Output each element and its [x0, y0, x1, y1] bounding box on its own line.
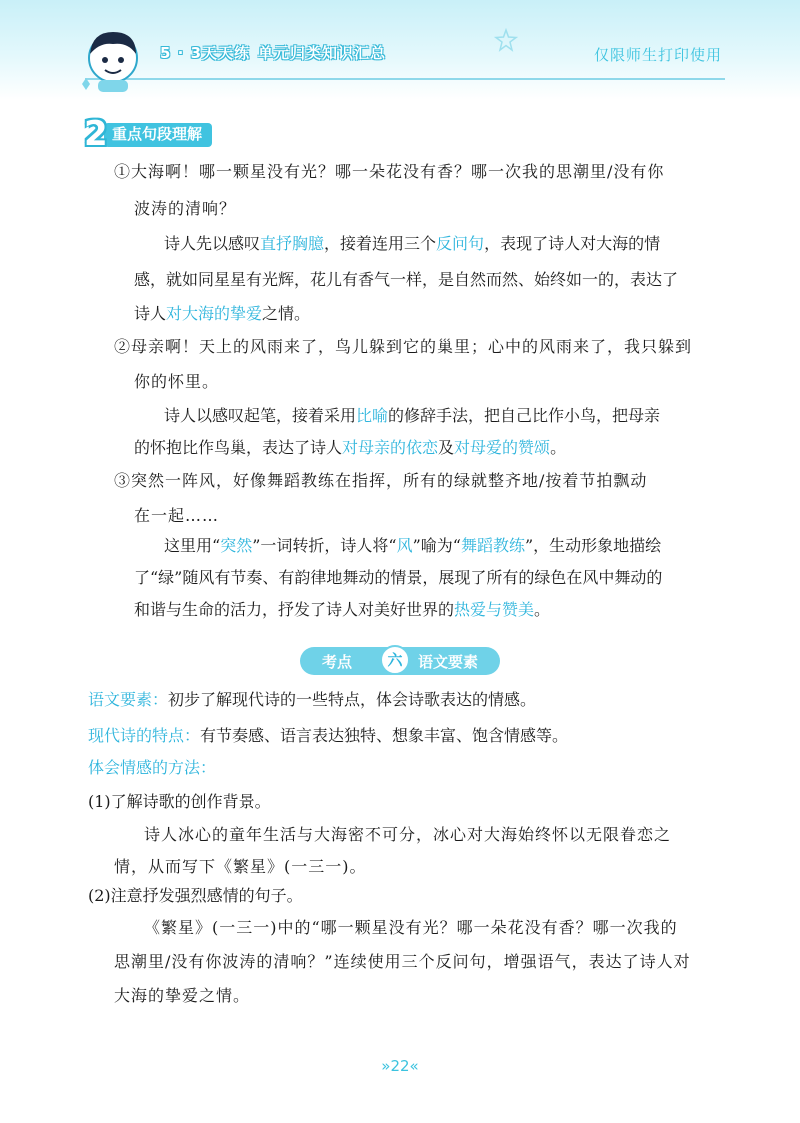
section-title: 重点句段理解 [104, 123, 212, 147]
method2-title: (2)注意抒发强烈感情的句子。 [88, 886, 303, 905]
analysis-line: 的怀抱比作鸟巢，表达了诗人对母亲的依恋及对母爱的赞颂。 [134, 438, 567, 457]
highlight-term: 比喻 [356, 406, 389, 425]
analysis-line: 感，就如同星星有光辉，花儿有香气一样，是自然而然、始终如一的，表达了 [134, 270, 679, 289]
page-number: »22« [381, 1057, 419, 1075]
highlight-term: 对母爱的赞颂 [454, 438, 551, 457]
feature-line [88, 726, 568, 746]
feature-label: 现代诗的特点： [88, 726, 201, 745]
yuwen-text: 初步了解现代诗的一些特点，体会诗歌表达的情感。 [168, 690, 537, 709]
quote-line: 在一起…… [134, 506, 220, 525]
method2-line: 《繁星》(一三一)中的“哪一颗星没有光？哪一朵花没有香？哪一次我的 [144, 918, 678, 937]
analysis-line: 这里用“突然”一词转折，诗人将“风”喻为“舞蹈教练”，生动形象地描绘 [164, 536, 662, 555]
method2-line: 思潮里/没有你波涛的清响？”连续使用三个反问句，增强语气，表达了诗人对 [114, 952, 691, 971]
highlight-term: 风 [396, 536, 413, 555]
highlight-term: 对母亲的依恋 [342, 438, 439, 457]
analysis-line: 了“绿”随风有节奏、有韵律地舞动的情景，展现了所有的绿色在风中舞动的 [134, 568, 663, 587]
header-divider [85, 78, 725, 80]
yuwen-element-line [88, 690, 536, 710]
highlight-term: 舞蹈教练 [460, 536, 525, 555]
method1-line: 情，从而写下《繁星》(一三一)。 [114, 857, 367, 876]
page-arrow-left-icon: » [381, 1057, 391, 1075]
highlight-term: 热爱与赞美 [454, 600, 535, 619]
usage-note: 仅限师生打印使用 [593, 46, 722, 64]
analysis-line: 诗人以感叹起笔，接着采用比喻的修辞手法，把自己比作小鸟，把母亲 [164, 406, 661, 425]
analysis-line: 和谐与生命的活力，抒发了诗人对美好世界的热爱与赞美。 [134, 600, 551, 619]
quote-line: ②母亲啊！天上的风雨来了，鸟儿躲到它的巢里；心中的风雨来了，我只躲到 [114, 337, 693, 356]
star-icon [494, 28, 518, 52]
highlight-term: 直抒胸臆 [260, 234, 325, 253]
badge-title: 语文要素 [418, 653, 479, 671]
quote-line: 你的怀里。 [134, 372, 220, 391]
section-number: 2 [84, 114, 108, 154]
quote-line: ③突然一阵风，好像舞蹈教练在指挥，所有的绿就整齐地/按着节拍飘动 [114, 471, 648, 490]
page-arrow-right-icon: « [409, 1057, 419, 1075]
feature-text: 有节奏感、语言表达独特、想象丰富、饱含情感等。 [200, 726, 569, 745]
analysis-line: 诗人对大海的挚爱之情。 [134, 304, 311, 323]
method1-line: 诗人冰心的童年生活与大海密不可分，冰心对大海始终怀以无限眷恋之 [144, 825, 672, 844]
analysis-line: 诗人先以感叹直抒胸臆，接着连用三个反问句，表现了诗人对大海的情 [164, 234, 661, 253]
brand-name: 5 · 3天天练 [160, 44, 251, 62]
quote-line: ①大海啊！哪一颗星没有光？哪一朵花没有香？哪一次我的思潮里/没有你 [114, 162, 665, 181]
yuwen-label: 语文要素： [88, 690, 169, 709]
badge-number: 六 [380, 645, 410, 675]
boy-mascot-icon [78, 24, 148, 94]
brand-subtitle: 单元归类知识汇总 [258, 44, 387, 62]
highlight-term: 对大海的挚爱 [166, 304, 263, 323]
method1-title: (1)了解诗歌的创作背景。 [88, 792, 271, 811]
badge-label: 考点 [322, 653, 353, 671]
quote-line: 波涛的清响？ [134, 199, 237, 218]
brand-title [160, 42, 386, 63]
method2-line: 大海的挚爱之情。 [114, 986, 251, 1005]
highlight-term: 突然 [220, 536, 253, 555]
highlight-term: 反问句 [436, 234, 485, 253]
topic-badge [300, 647, 500, 675]
method-label: 体会情感的方法： [88, 758, 217, 777]
